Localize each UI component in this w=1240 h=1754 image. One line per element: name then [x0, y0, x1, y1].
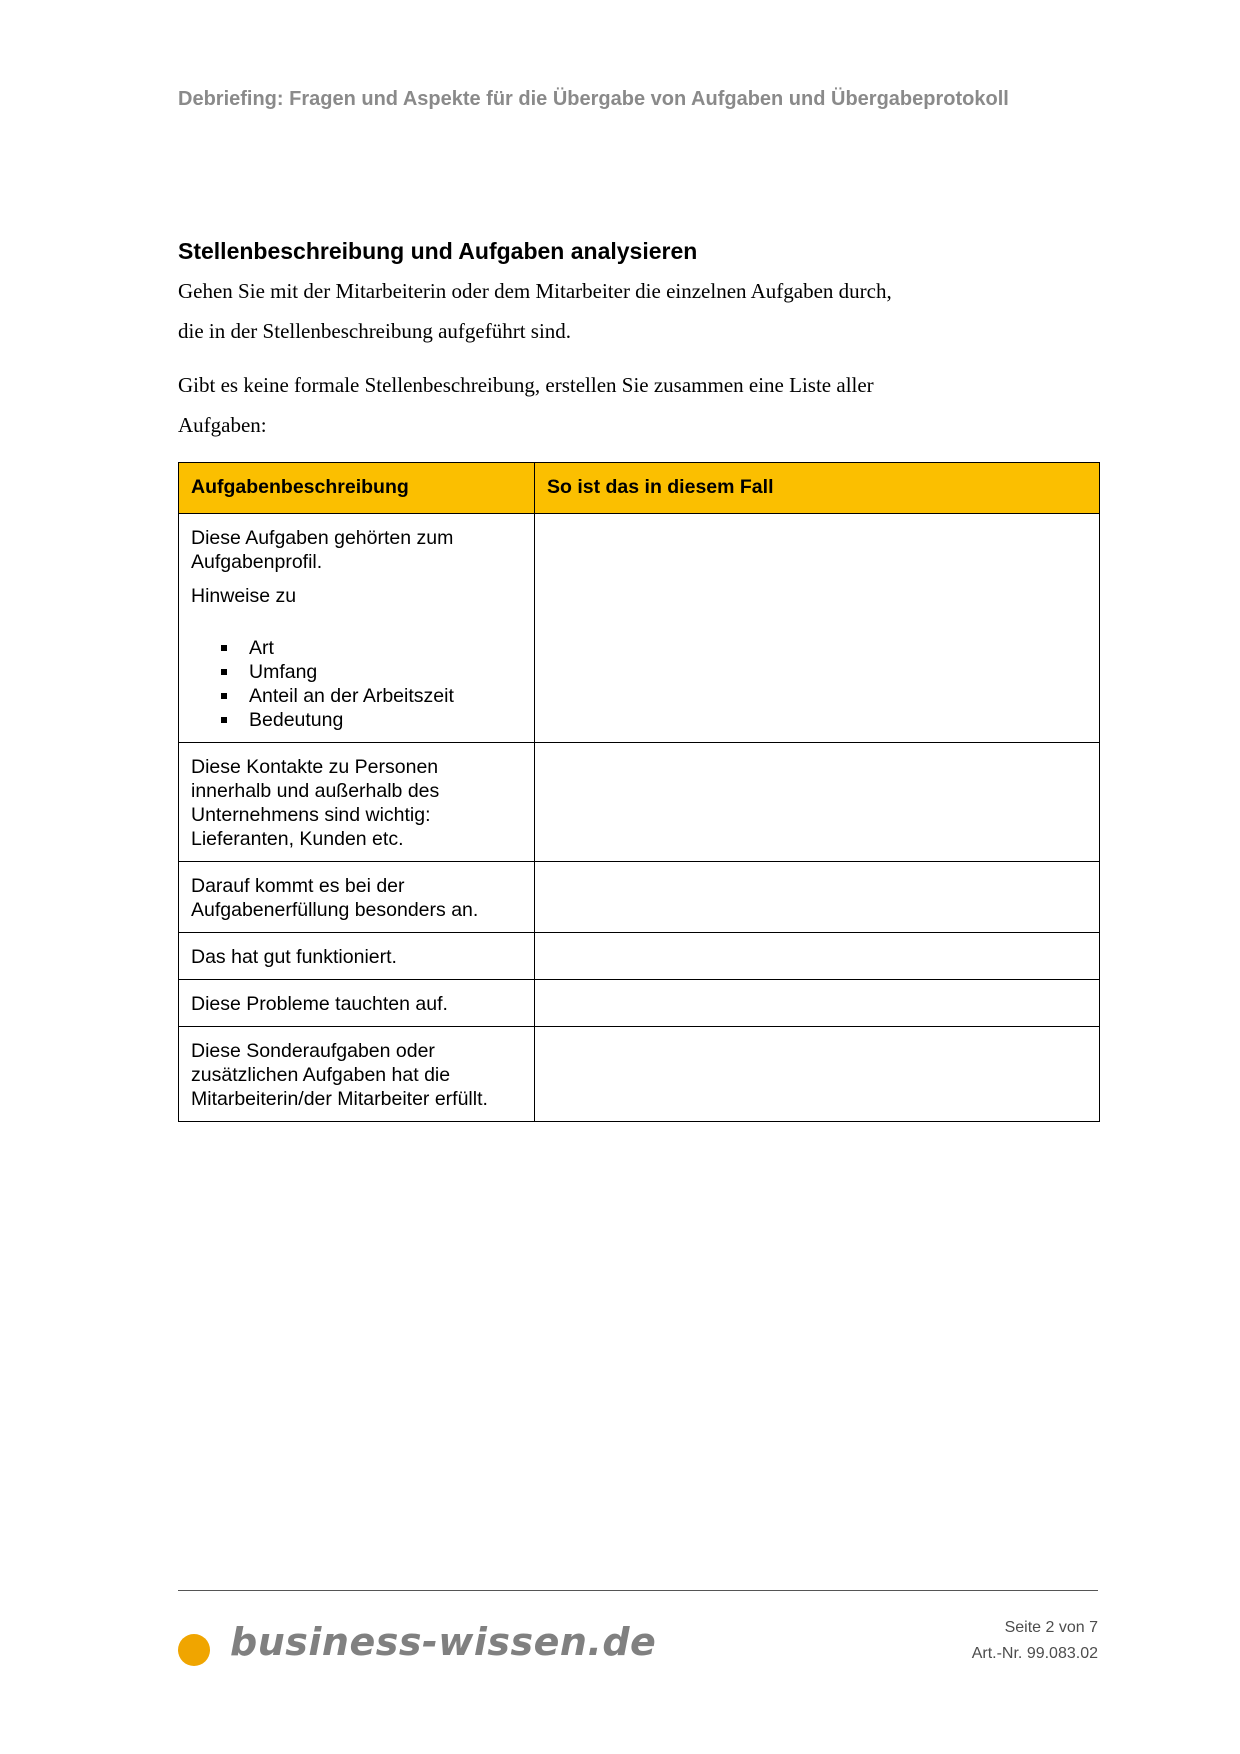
list-item: Bedeutung: [249, 708, 522, 732]
footer-meta: [972, 1615, 1098, 1667]
intro-paragraph: Gehen Sie mit der Mitarbeiterin oder dem Mitarbeiter die einzelnen Aufgaben durch, die in der Stellenbeschreibung aufgeführt sind.: [178, 279, 892, 343]
logo-dot-icon: [178, 1634, 210, 1666]
cell-text: Diese Aufgaben gehörten zum Aufgabenprofil.: [191, 527, 454, 573]
list-item: Anteil an der Arbeitszeit: [249, 684, 522, 708]
task-description-cell: Diese Sonderaufgaben oder zusätzlichen Aufgaben hat die Mitarbeiterin/der Mitarbeiter erfüllt.: [179, 1027, 535, 1122]
answer-cell[interactable]: [535, 980, 1100, 1027]
task-description-cell: Diese Probleme tauchten auf.: [179, 980, 535, 1027]
column-header-task-description: Aufgabenbeschreibung: [179, 463, 535, 514]
task-description-cell: Das hat gut funktioniert.: [179, 933, 535, 980]
brand-logo: business-wissen.de: [230, 1620, 657, 1664]
task-table: [178, 462, 1100, 1122]
table-header-row: [179, 463, 1100, 514]
list-item: Umfang: [249, 660, 522, 684]
table-row: [179, 743, 1100, 862]
article-number: Art.-Nr. 99.083.02: [971, 1645, 1098, 1662]
hint-list: [191, 636, 522, 732]
running-header: Debriefing: Fragen und Aspekte für die Übergabe von Aufgaben und Übergabeprotokoll: [178, 88, 1009, 110]
intro-paragraph: Gibt es keine formale Stellenbeschreibung, erstellen Sie zusammen eine Liste aller Aufgaben:: [178, 373, 874, 437]
footer-divider: [178, 1590, 1098, 1591]
answer-cell[interactable]: [535, 514, 1100, 743]
section-title: Stellenbeschreibung und Aufgaben analysieren: [178, 238, 698, 264]
table-row: [179, 514, 1100, 743]
page-number: Seite 2 von 7: [1004, 1619, 1098, 1636]
list-item: Art: [249, 636, 522, 660]
column-header-this-case: So ist das in diesem Fall: [535, 463, 1100, 514]
task-description-cell: Darauf kommt es bei der Aufgabenerfüllung besonders an.: [179, 862, 535, 933]
task-description-cell: [179, 514, 535, 743]
task-description-cell: Diese Kontakte zu Personen innerhalb und außerhalb des Unternehmens sind wichtig: Lieferanten, Kunden etc.: [179, 743, 535, 862]
cell-text: Hinweise zu: [191, 585, 297, 607]
answer-cell[interactable]: [535, 1027, 1100, 1122]
answer-cell[interactable]: [535, 743, 1100, 862]
table-row: [179, 862, 1100, 933]
table-row: [179, 980, 1100, 1027]
answer-cell[interactable]: [535, 933, 1100, 980]
answer-cell[interactable]: [535, 862, 1100, 933]
table-row: [179, 1027, 1100, 1122]
table-row: [179, 933, 1100, 980]
